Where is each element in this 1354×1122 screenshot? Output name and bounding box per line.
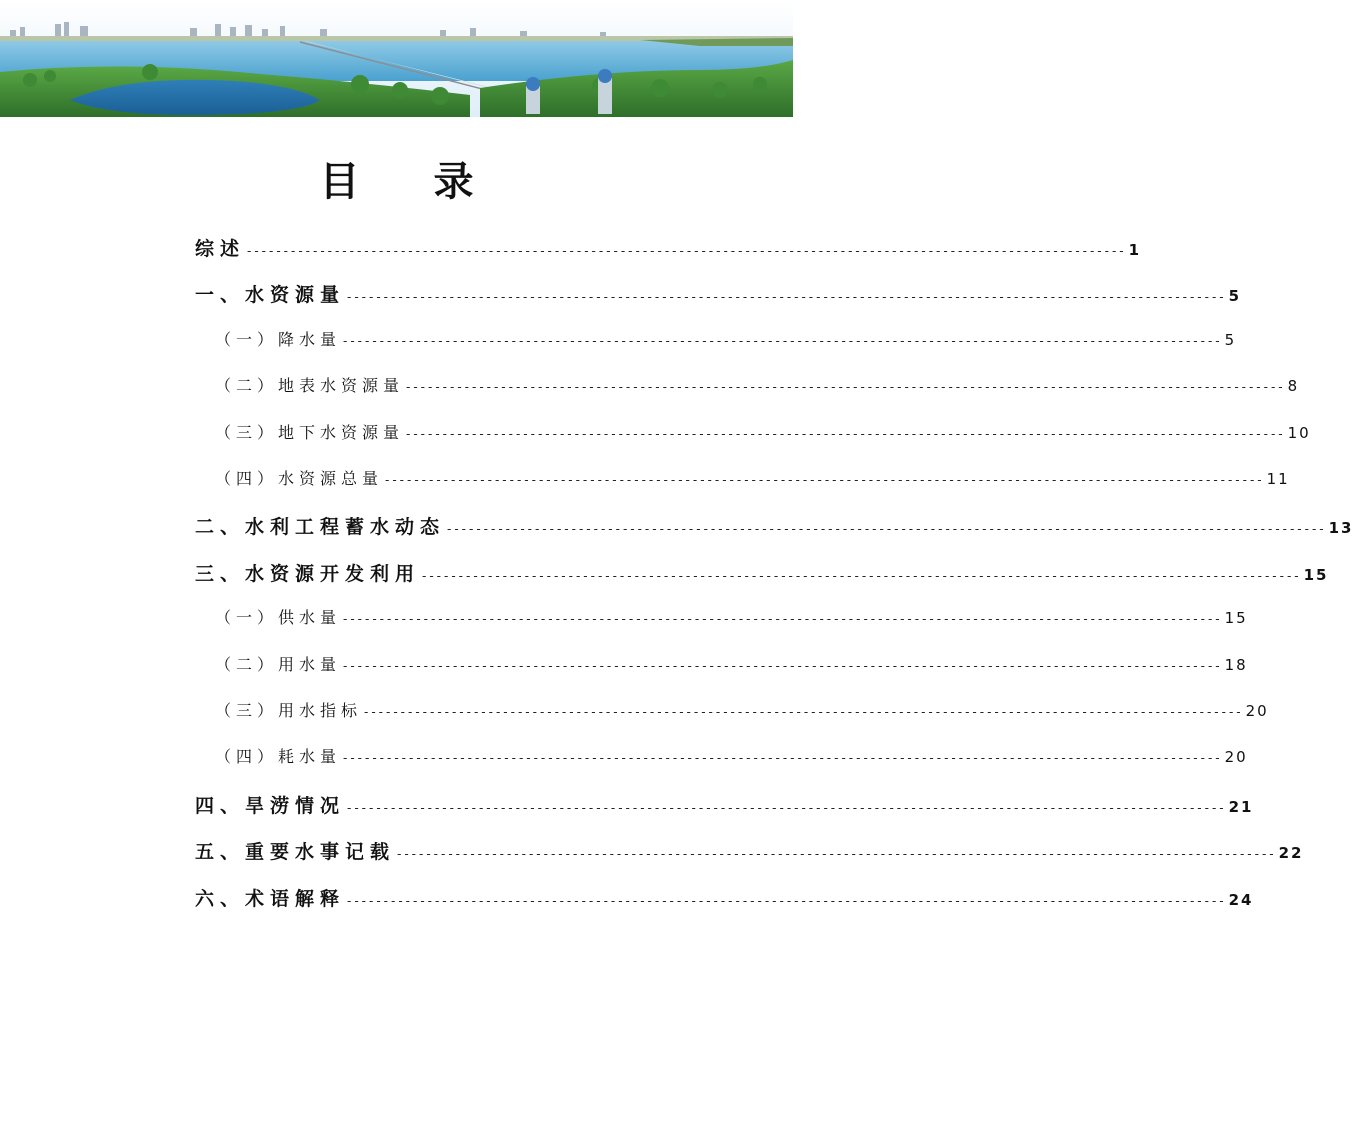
toc-entry-label: （二）地表水资源量 <box>215 376 405 395</box>
toc-entry-label: 四、旱涝情况 <box>195 795 346 817</box>
toc-dot-leader: ------------------------------------------------------------------------------------------------------------------------ <box>406 380 1286 394</box>
toc-entry[interactable] <box>195 280 1242 306</box>
toc-dot-leader: ------------------------------------------------------------------------------------------------------------------------ <box>343 334 1223 348</box>
toc-page-number: 1 <box>1128 241 1142 259</box>
toc-entry-label: 五、重要水事记载 <box>195 841 396 863</box>
toc-entry[interactable] <box>215 466 1290 492</box>
toc-entry[interactable] <box>195 234 1142 260</box>
toc-page-number: 21 <box>1228 798 1254 816</box>
toc-entry[interactable] <box>215 744 1248 770</box>
toc-dot-leader: ------------------------------------------------------------------------------------------------------------------------ <box>347 894 1227 908</box>
toc-page-number: 15 <box>1303 566 1329 584</box>
toc-entry[interactable] <box>215 605 1248 631</box>
toc-entry-label: （三）用水指标 <box>215 701 363 720</box>
toc-page-number: 18 <box>1224 656 1248 674</box>
toc-dot-leader: ------------------------------------------------------------------------------------------------------------------------ <box>397 847 1277 861</box>
page-title: 目 录 <box>319 158 504 205</box>
toc-page-number: 20 <box>1245 702 1269 720</box>
toc-page-number: 15 <box>1224 609 1248 627</box>
toc-dot-leader: ------------------------------------------------------------------------------------------------------------------------ <box>343 751 1223 765</box>
toc-dot-leader: ------------------------------------------------------------------------------------------------------------------------ <box>364 705 1244 719</box>
toc-entry-label: 综述 <box>195 238 246 260</box>
toc-entry[interactable] <box>215 652 1248 678</box>
toc-entry[interactable] <box>195 884 1254 910</box>
toc-entry-label: 二、水利工程蓄水动态 <box>195 516 446 538</box>
toc-dot-leader: ------------------------------------------------------------------------------------------------------------------------ <box>343 659 1223 673</box>
toc-page-number: 22 <box>1278 844 1304 862</box>
toc-entry[interactable] <box>195 791 1254 817</box>
toc-entry-label: 六、术语解释 <box>195 888 346 910</box>
toc-entry-label: （三）地下水资源量 <box>215 423 405 442</box>
toc-entry-label: 三、水资源开发利用 <box>195 563 421 585</box>
toc-entry[interactable] <box>215 373 1300 399</box>
toc-page-number: 13 <box>1328 519 1354 537</box>
toc-page-number: 5 <box>1224 331 1237 349</box>
toc-dot-leader: ------------------------------------------------------------------------------------------------------------------------ <box>347 290 1227 304</box>
toc-entry-label: （四）耗水量 <box>215 747 342 766</box>
toc-dot-leader: ------------------------------------------------------------------------------------------------------------------------ <box>406 427 1286 441</box>
toc-dot-leader: ------------------------------------------------------------------------------------------------------------------------ <box>422 569 1302 583</box>
toc-page-number: 24 <box>1228 891 1254 909</box>
toc-page-number: 5 <box>1228 287 1242 305</box>
toc-entry[interactable] <box>215 420 1311 446</box>
toc-page-number: 8 <box>1287 377 1300 395</box>
toc-entry[interactable] <box>195 559 1329 585</box>
toc-entry-label: （一）降水量 <box>215 330 342 349</box>
toc-entry[interactable] <box>195 512 1354 538</box>
toc-entry[interactable] <box>215 698 1269 724</box>
toc-page-number: 10 <box>1287 424 1311 442</box>
toc-entry-label: 一、水资源量 <box>195 284 346 306</box>
toc-page-number: 20 <box>1224 748 1248 766</box>
toc-dot-leader: ------------------------------------------------------------------------------------------------------------------------ <box>343 612 1223 626</box>
toc-dot-leader: ------------------------------------------------------------------------------------------------------------------------ <box>247 244 1127 258</box>
toc-dot-leader: ------------------------------------------------------------------------------------------------------------------------ <box>385 473 1265 487</box>
toc-entry-label: （四）水资源总量 <box>215 469 384 488</box>
toc-entry-label: （二）用水量 <box>215 655 342 674</box>
toc-page-number: 11 <box>1266 470 1290 488</box>
toc-dot-leader: ------------------------------------------------------------------------------------------------------------------------ <box>347 801 1227 815</box>
toc-entry[interactable] <box>195 837 1304 863</box>
toc-entry[interactable] <box>215 327 1237 353</box>
toc-entry-label: （一）供水量 <box>215 608 342 627</box>
toc-dot-leader: ------------------------------------------------------------------------------------------------------------------------ <box>447 522 1327 536</box>
